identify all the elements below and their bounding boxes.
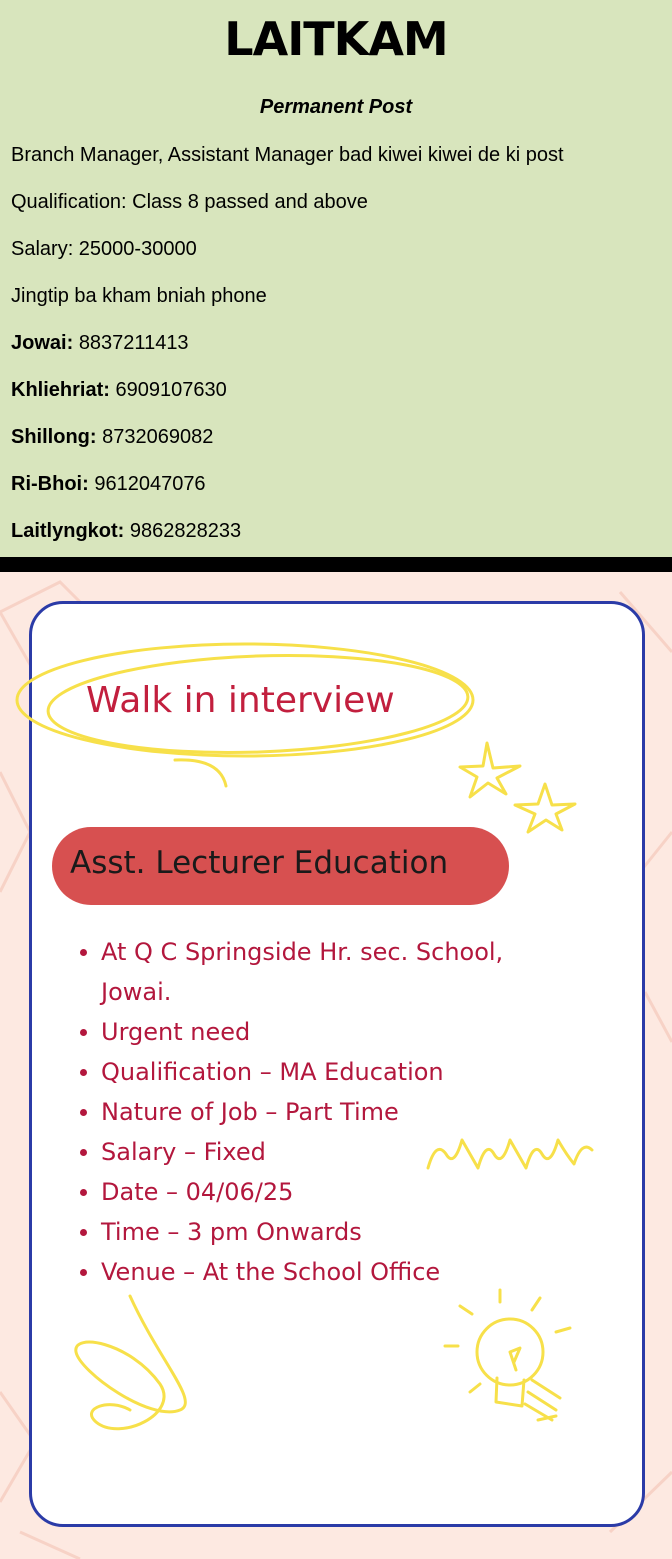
laitkam-job-ad bbox=[0, 0, 672, 557]
detail-item-location: At Q C Springside Hr. sec. School, bbox=[80, 932, 503, 972]
contact-place: Jowai: bbox=[11, 332, 74, 354]
lightbulb-icon bbox=[445, 1290, 570, 1420]
detail-item-salary: Salary – Fixed bbox=[80, 1132, 503, 1172]
post-type: Permanent Post bbox=[259, 96, 413, 118]
salary: Salary: 25000-30000 bbox=[11, 238, 197, 260]
detail-item-urgent: Urgent need bbox=[80, 1012, 503, 1052]
post-title: Asst. Lecturer Education bbox=[70, 845, 449, 881]
swirl-icon bbox=[76, 1296, 186, 1429]
qualification: Qualification: Class 8 passed and above bbox=[11, 191, 368, 213]
contact-place: Laitlyngkot: bbox=[11, 520, 125, 542]
contact-khliehriat bbox=[11, 379, 227, 402]
post-positions: Branch Manager, Assistant Manager bad kiwei kiwei de ki post bbox=[11, 144, 564, 166]
contact-heading: Jingtip ba kham bniah phone bbox=[11, 285, 267, 307]
contact-shillong bbox=[11, 426, 213, 449]
details-list bbox=[80, 932, 503, 1292]
contact-phone: 8837211413 bbox=[78, 332, 189, 354]
contact-laitlyngkot bbox=[11, 520, 241, 543]
contact-phone: 9612047076 bbox=[94, 473, 206, 495]
detail-item-location-cont: Jowai. bbox=[101, 978, 172, 1006]
section-divider bbox=[0, 557, 672, 572]
detail-item-qualification: Qualification – MA Education bbox=[80, 1052, 503, 1092]
brand-title: LAITKAM bbox=[224, 12, 448, 66]
contact-place: Shillong: bbox=[11, 426, 97, 448]
contact-place: Ri-Bhoi: bbox=[11, 473, 89, 495]
detail-item-nature: Nature of Job – Part Time bbox=[80, 1092, 503, 1132]
contact-phone: 9862828233 bbox=[129, 520, 242, 542]
contact-phone: 6909107630 bbox=[115, 379, 227, 401]
contact-jowai bbox=[11, 332, 189, 355]
contact-place: Khliehriat: bbox=[11, 379, 110, 401]
star-icon bbox=[460, 743, 520, 797]
walk-in-interview-poster bbox=[0, 572, 672, 1559]
star-icon bbox=[515, 784, 575, 832]
contact-ri-bhoi bbox=[11, 473, 206, 496]
detail-item-time: Time – 3 pm Onwards bbox=[80, 1212, 503, 1252]
walk-in-heading: Walk in interview bbox=[86, 680, 395, 721]
contact-phone: 8732069082 bbox=[102, 426, 214, 448]
detail-item-venue: Venue – At the School Office bbox=[80, 1252, 503, 1292]
detail-item-date: Date – 04/06/25 bbox=[80, 1172, 503, 1212]
